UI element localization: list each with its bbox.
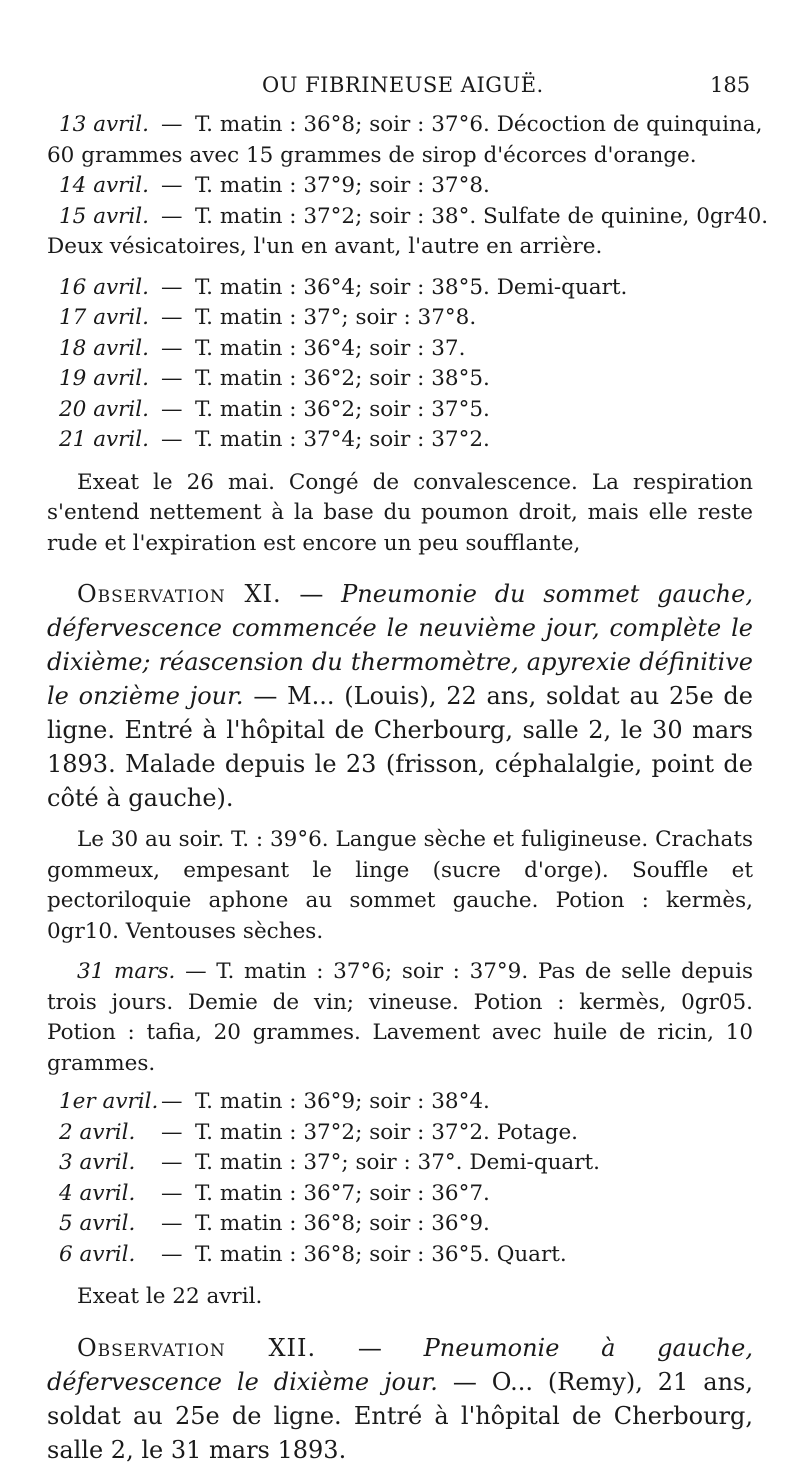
observation-text: M... (Louis), 22 ans, soldat au 25e de ligne. Entré à l'hôpital de Cherbourg, salle 2, le 30 mars 1893. Malade depuis le 23 (frisson, céphalalgie, point de côté à gauche).	[47, 682, 754, 812]
entry-row	[47, 1181, 753, 1212]
entry-row	[47, 1211, 753, 1242]
observation-xi: Observation XI. — Pneumonie du sommet gauche, défervescence commencée le neuvième jour, complète le dixième; réascension du thermomètre, apyrexie définitive le onzième jour. — M... (Louis), 22 ans, soldat au 25e de ligne. Entré à l'hôpital de Cherbourg, salle 2, le 30 mars 1893. Malade depuis le 23 (frisson, céphalalgie, point de côté à gauche).	[47, 580, 754, 812]
entry-dash: —	[161, 203, 183, 229]
entry-date: 17 avril.	[59, 305, 150, 330]
entry-dash: —	[161, 274, 183, 300]
entry-row	[47, 112, 763, 143]
entry-text: T. matin : 37°; soir : 37°8.	[195, 305, 477, 330]
entry-text: T. matin : 36°8; soir : 36°5. Quart.	[195, 1241, 567, 1267]
entry-text: T. matin : 36°7; soir : 36°7.	[195, 1180, 490, 1206]
entry-date: 14 avril.	[59, 173, 150, 198]
entry-row	[47, 336, 753, 367]
entry-text: T. matin : 37°; soir : 37°. Demi-quart.	[195, 1150, 601, 1175]
entry-text: T. matin : 37°2; soir : 38°. Sulfate de quinine, 0gr40.	[195, 203, 769, 229]
entry-dash: —	[161, 1180, 183, 1206]
entry-dash: —	[161, 1150, 183, 1175]
entry-date: 16 avril.	[59, 274, 150, 300]
observation-title: Pneumonie à gauche, défervescence le dixième jour.	[47, 1333, 753, 1396]
entry-text: T. matin : 36°2; soir : 38°5.	[195, 366, 490, 391]
entry-date: 21 avril.	[59, 427, 150, 452]
entry-dash: —	[161, 112, 183, 137]
entry-dash: —	[161, 1211, 183, 1236]
entry-row	[47, 1150, 753, 1181]
entry-dash: —	[161, 1241, 183, 1267]
entry-dash: —	[161, 335, 183, 361]
entry-row	[47, 397, 753, 428]
paragraph-30-mars: Le 30 au soir. T. : 39°6. Langue sèche et fuligineuse. Crachats gommeux, empesant le linge (sucre d'orge). Souffle et pectoriloquie aphone au sommet gauche. Potion : kermès, 0gr10. Ventouses sèches.	[47, 827, 753, 944]
paragraph-31-mars: 31 mars. — T. matin : 37°6; soir : 37°9. Pas de selle depuis trois jours. Demie de vin; vineuse. Potion : kermès, 0gr05. Potion : tafia, 20 grammes. Lavement avec huile de ricin, 10 grammes.	[47, 959, 753, 1076]
entry-date: 2 avril.	[59, 1119, 136, 1145]
entry-date: 18 avril.	[59, 335, 150, 361]
entry-dash: —	[161, 366, 183, 391]
entry-date: 31 mars.	[77, 959, 176, 984]
entry-row	[47, 305, 753, 336]
entry-text: 60 grammes avec 15 grammes de sirop d'écorces d'orange.	[47, 142, 697, 168]
entry-text: T. matin : 37°9; soir : 37°8.	[195, 173, 490, 198]
entry-text: T. matin : 37°6; soir : 37°9. Pas de selle depuis trois jours. Demie de vin; vineuse. Potion : kermès, 0gr05. Potion : tafia, 20 grammes. Lavement avec huile de ricin, 10 grammes.	[47, 959, 753, 1076]
entry-date: 1er avril.	[59, 1089, 159, 1114]
entry-row	[47, 275, 753, 306]
entry-row	[47, 173, 753, 204]
entry-text: Deux vésicatoires, l'un en avant, l'autre en arrière.	[47, 234, 603, 259]
entry-row	[47, 1089, 753, 1120]
entry-text: T. matin : 36°8; soir : 37°6. Décoction de quinquina,	[195, 112, 763, 137]
entry-row	[47, 234, 753, 265]
entry-row	[47, 427, 753, 458]
observation-label: Observation XII.	[77, 1333, 317, 1362]
entry-dash: —	[161, 1119, 183, 1145]
running-title: OU FIBRINEUSE AIGUË.	[262, 73, 544, 97]
entry-dash: —	[161, 305, 183, 330]
entry-text: T. matin : 36°2; soir : 37°5.	[195, 396, 490, 422]
page-number: 185	[710, 73, 751, 97]
entry-date: 5 avril.	[59, 1211, 136, 1236]
entry-text: T. matin : 37°4; soir : 37°2.	[195, 427, 490, 452]
entry-row	[47, 143, 753, 174]
entry-date: 3 avril.	[59, 1150, 136, 1175]
entry-text: T. matin : 37°2; soir : 37°2. Potage.	[195, 1119, 579, 1145]
entry-date: 20 avril.	[59, 396, 150, 422]
entry-row	[47, 1120, 753, 1151]
entry-date: 6 avril.	[59, 1241, 136, 1267]
observation-label: Observation XI.	[77, 580, 282, 608]
entry-date: 19 avril.	[59, 366, 150, 391]
entry-row	[47, 366, 753, 397]
entry-text: T. matin : 36°4; soir : 37.	[195, 335, 466, 361]
observation-xii: Observation XII. — Pneumonie à gauche, défervescence le dixième jour. — O... (Remy), 21 ans, soldat au 25e de ligne. Entré à l'hôpital de Cherbourg, salle 2, le 31 mars 1893.	[47, 1333, 753, 1464]
entry-date: 13 avril.	[59, 112, 150, 137]
entry-date: 15 avril.	[59, 203, 150, 229]
entry-dash: —	[161, 1089, 183, 1114]
running-header	[0, 73, 800, 103]
entry-dash: —	[161, 173, 183, 198]
page-body	[47, 112, 769, 1467]
observation-text: O... (Remy), 21 ans, soldat au 25e de ligne. Entré à l'hôpital de Cherbourg, salle 2, le 31 mars 1893.	[47, 1367, 753, 1464]
entry-text: T. matin : 36°4; soir : 38°5. Demi-quart.	[195, 274, 628, 300]
entry-dash: —	[161, 427, 183, 452]
exeat-paragraph: Exeat le 22 avril.	[77, 1284, 263, 1309]
entry-text: T. matin : 36°9; soir : 38°4.	[195, 1089, 490, 1114]
observation-title: Pneumonie du sommet gauche, défervescence commencée le neuvième jour, complète le dixième; réascension du thermomètre, apyrexie définitive le onzième jour.	[47, 580, 753, 710]
entry-text: T. matin : 36°8; soir : 36°9.	[195, 1211, 490, 1236]
entry-row	[47, 1242, 753, 1273]
entry-dash: —	[161, 396, 183, 422]
exeat-paragraph: Exeat le 26 mai. Congé de convalescence. La respiration s'entend nettement à la base du poumon droit, mais elle reste rude et l'expiration est encore un peu soufflante,	[47, 469, 753, 556]
entry-date: 4 avril.	[59, 1180, 136, 1206]
entry-row	[47, 203, 769, 235]
